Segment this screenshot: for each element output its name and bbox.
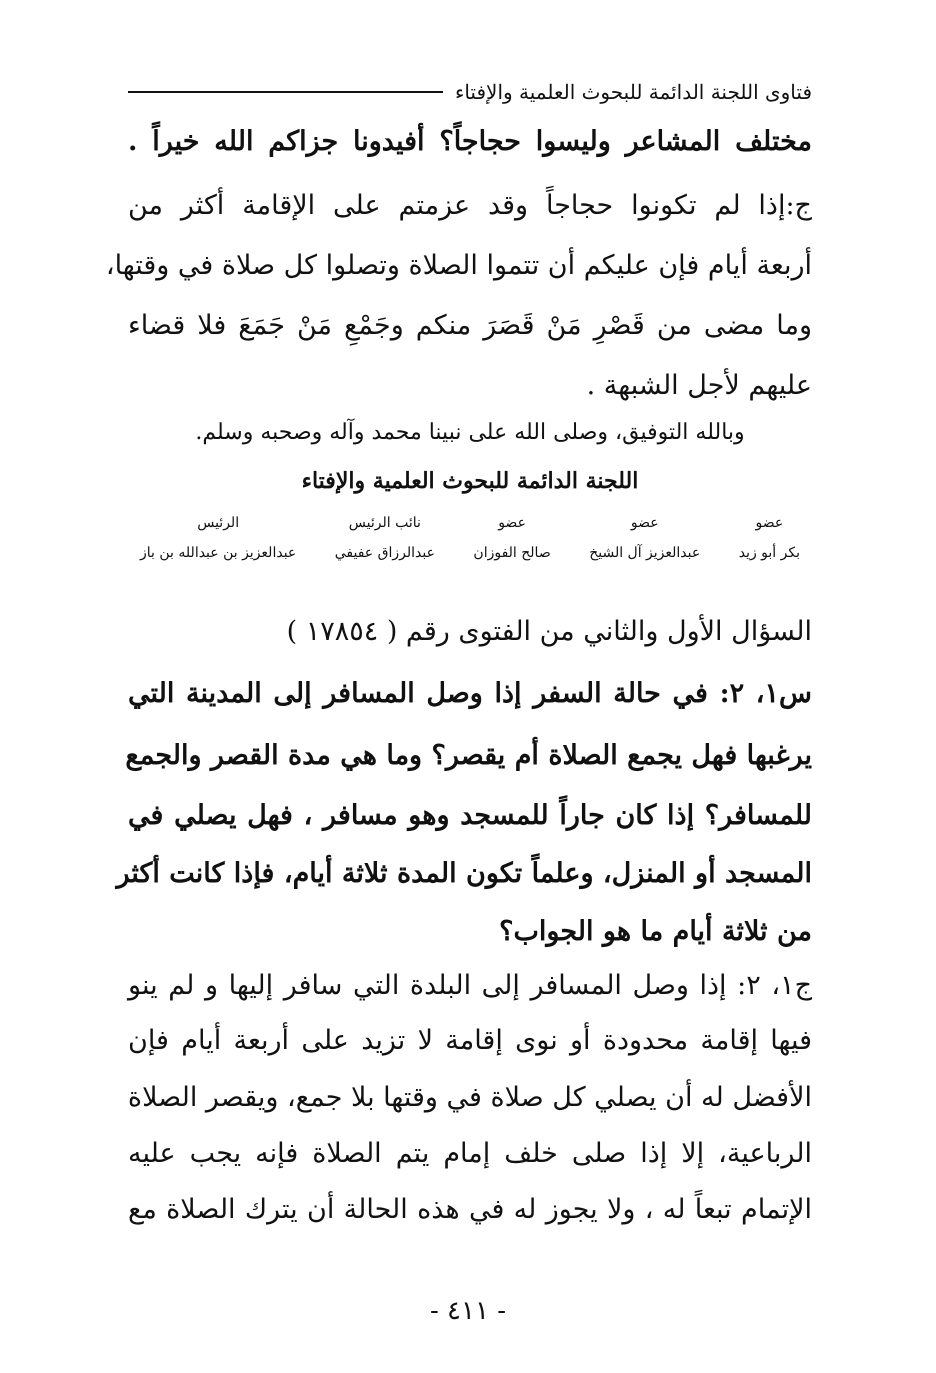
answer-2-line-4: الرباعية، إلا إذا صلى خلف إمام يتم الصلاة فإنه يجب عليه: [128, 1138, 812, 1169]
signer-role: عضو: [630, 515, 659, 531]
fatwa-heading: السؤال الأول والثاني من الفتوى رقم ( ١٧٨٥٤ ): [286, 616, 812, 647]
question-line-2: يرغبها فهل يجمع الصلاة أم يقصر؟ وما هي مدة القصر والجمع: [125, 740, 812, 771]
closing-line: وبالله التوفيق، وصلى الله على نبينا محمد وآله وصحبه وسلم.: [195, 420, 745, 445]
header-rule: [128, 91, 443, 93]
answer-line-3: وما مضى من قَصْرِ مَنْ قَصَرَ منكم وجَمْعِ مَنْ جَمَعَ فلا قضاء: [128, 310, 812, 341]
committee-title: اللجنة الدائمة للبحوث العلمية والإفتاء: [301, 468, 639, 494]
answer-2-line-3: الأفضل له أن يصلي كل صلاة في وقتها بلا جمع، ويقصر الصلاة: [127, 1082, 812, 1113]
signer: [140, 510, 296, 580]
signer: [335, 510, 435, 580]
question-line-5: من ثلاثة أيام ما هو الجواب؟: [499, 916, 812, 947]
answer-2-line-2: فيها إقامة محدودة أو نوى إقامة لا تزيد على أربعة أيام فإن: [128, 1025, 812, 1056]
answer-line-4: عليهم لأجل الشبهة .: [586, 370, 812, 401]
question-line-4: المسجد أو المنزل، وعلماً تكون المدة ثلاثة أيام، فإذا كانت أكثر: [116, 858, 812, 889]
signer-name: عبدالرزاق عفيفي: [334, 545, 435, 561]
signer-name: بكر أبو زيد: [738, 545, 800, 561]
signer-role: عضو: [755, 515, 784, 531]
signer: [739, 510, 800, 580]
signers-block: [140, 510, 800, 580]
answer-2-line-1: ج١، ٢: إذا وصل المسافر إلى البلدة التي سافر إليها و لم ينو: [128, 970, 812, 1001]
answer-line-2: أربعة أيام فإن عليكم أن تتموا الصلاة وتصلوا كل صلاة في وقتها،: [105, 250, 812, 281]
signer: [589, 510, 700, 580]
signer-name: عبدالعزيز بن عبدالله بن باز: [140, 545, 297, 561]
header-title: فتاوى اللجنة الدائمة للبحوث العلمية والإفتاء: [454, 80, 812, 104]
signer-name: صالح الفوزان: [473, 545, 551, 561]
question-continuation: مختلف المشاعر وليسوا حجاجاً؟ أفيدونا جزاكم الله خيراً .: [128, 126, 812, 157]
running-header: [128, 72, 812, 112]
answer-2-line-5: الإتمام تبعاً له ، ولا يجوز له في هذه الحالة أن يترك الصلاة مع: [128, 1194, 812, 1225]
signer-role: عضو: [498, 515, 526, 531]
answer-line-1: ج:إذا لم تكونوا حجاجاً وقد عزمتم على الإقامة أكثر من: [128, 190, 812, 221]
question-line-1: س١، ٢: في حالة السفر إذا وصل المسافر إلى المدينة التي: [128, 678, 812, 709]
signer-role: الرئيس: [197, 515, 240, 531]
question-line-3: للمسافر؟ إذا كان جاراً للمسجد وهو مسافر ، فهل يصلي في: [128, 800, 812, 831]
signer-role: نائب الرئيس: [348, 515, 421, 531]
page-number: - ٤١١ -: [429, 1296, 507, 1326]
signer-name: عبدالعزيز آل الشيخ: [589, 545, 701, 561]
signer: [473, 510, 550, 580]
